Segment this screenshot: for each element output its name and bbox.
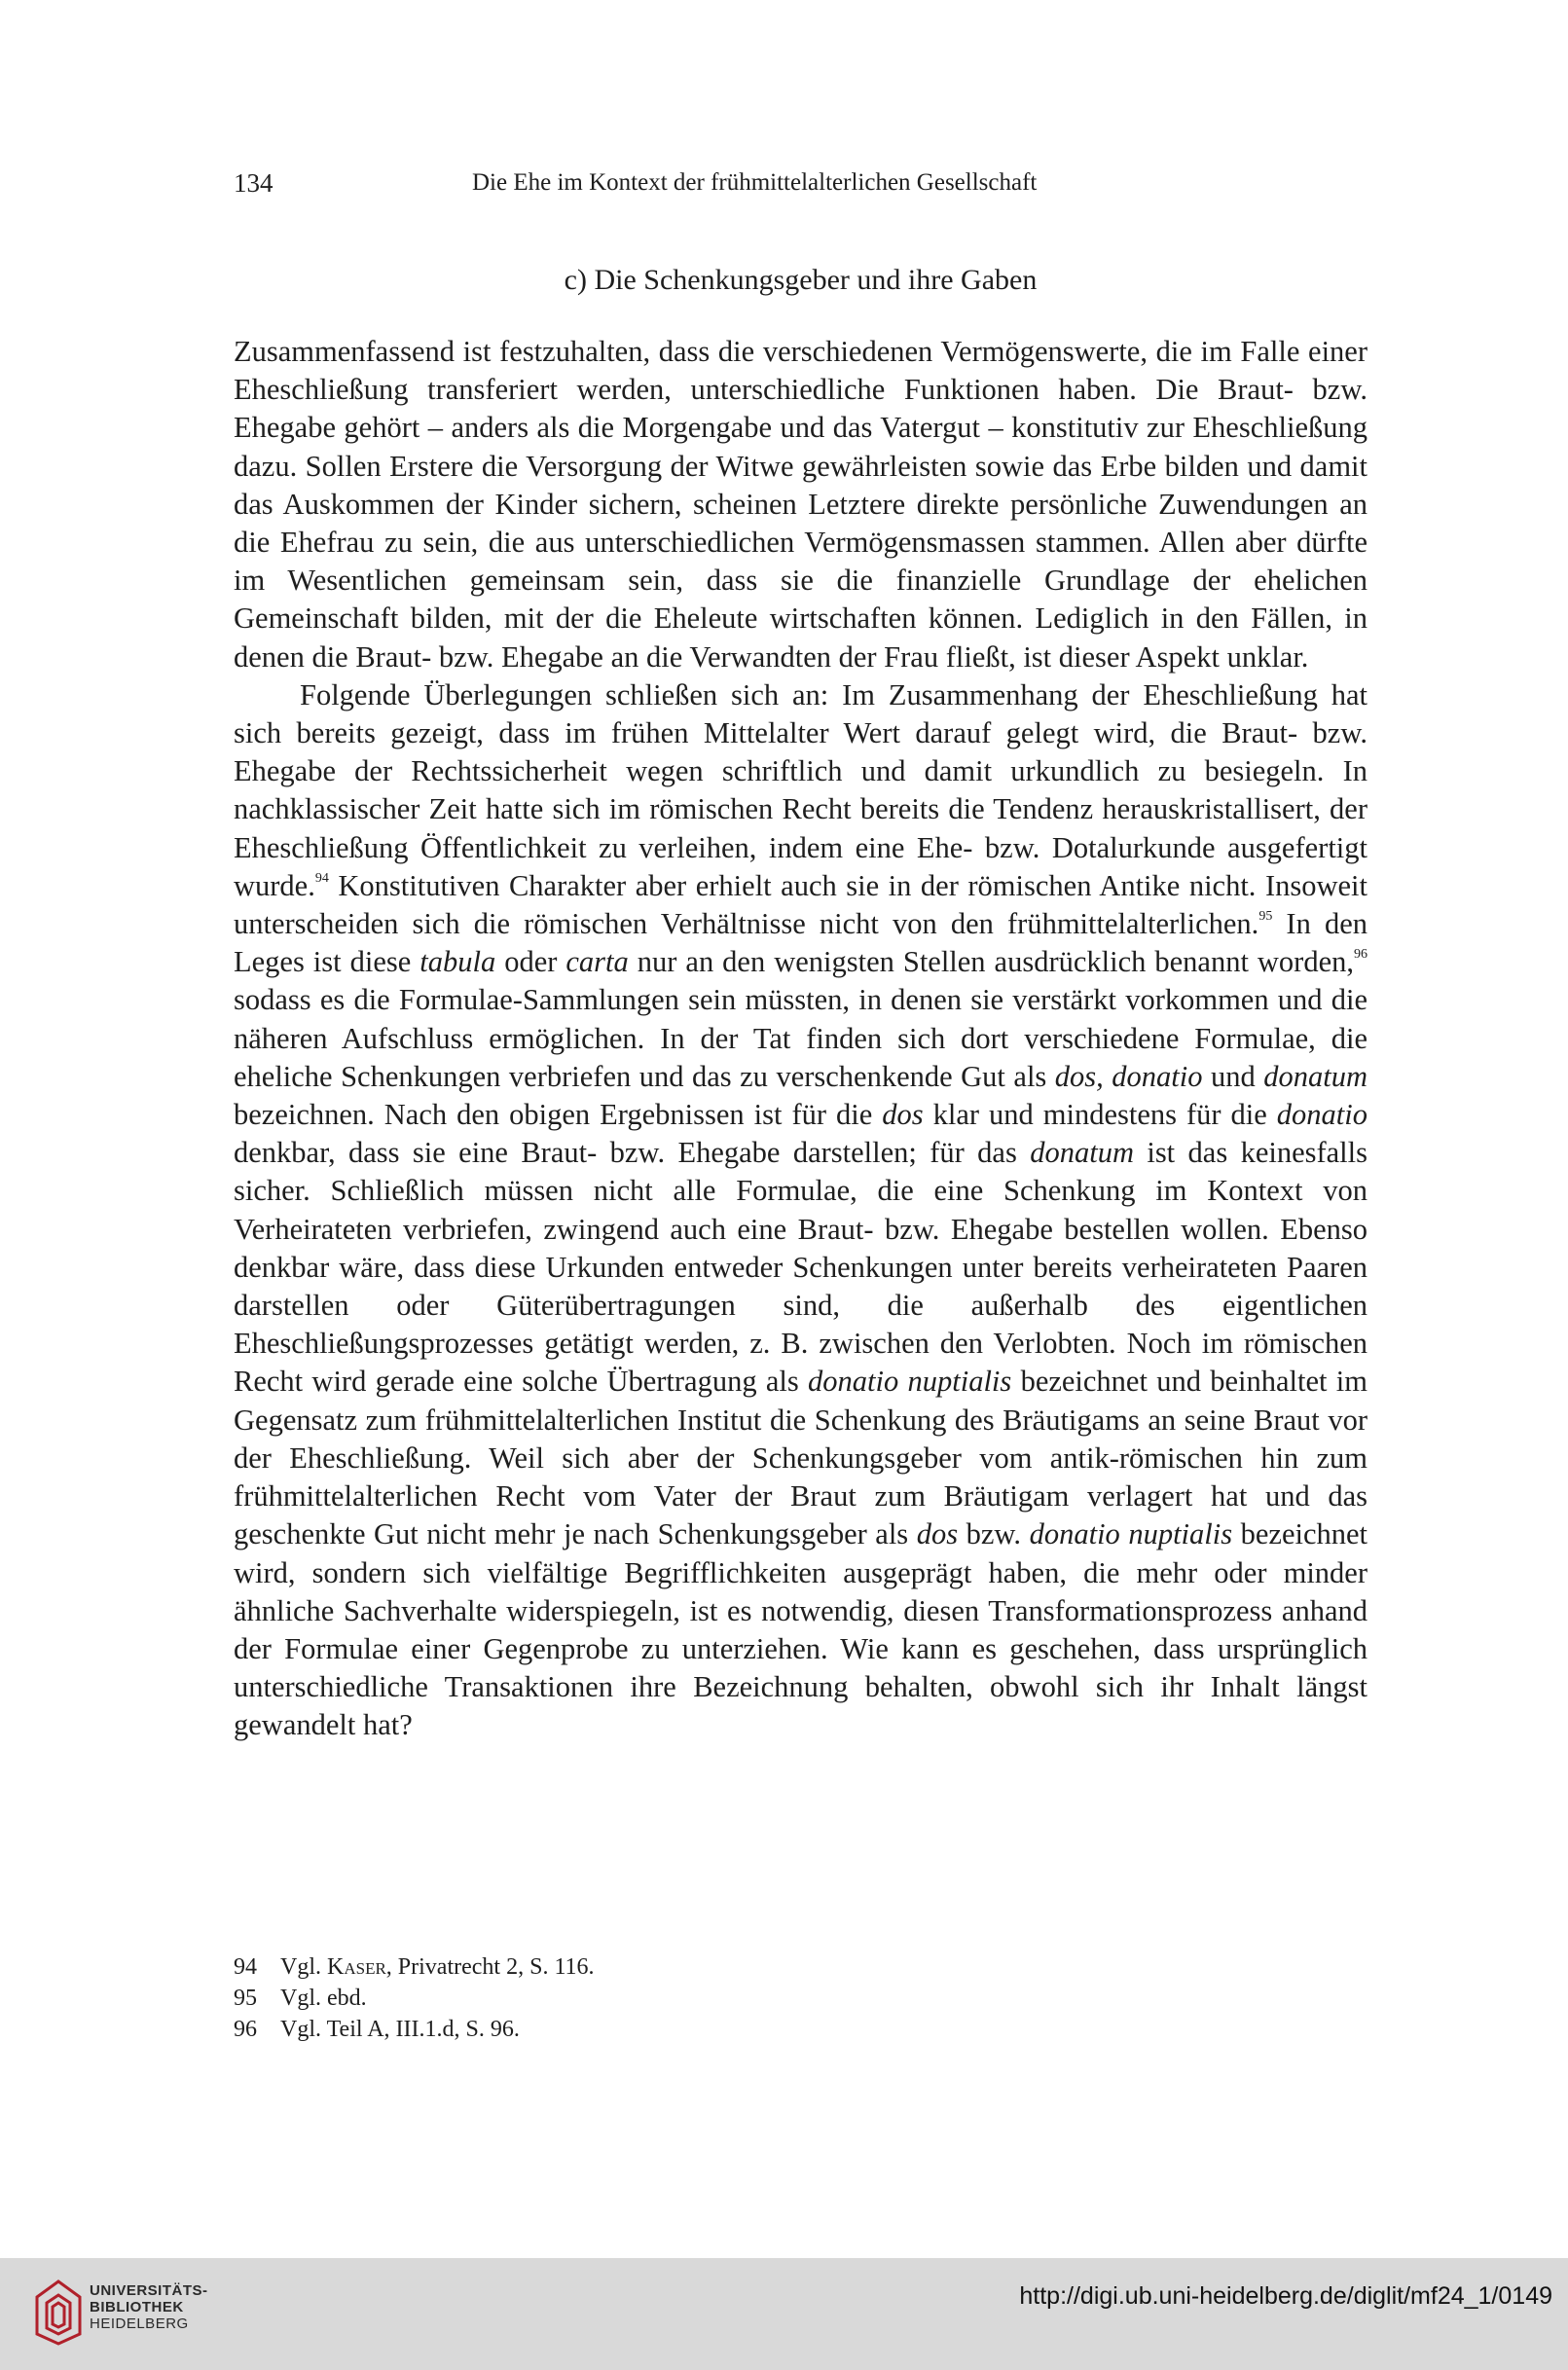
italic-term: dos	[916, 1517, 959, 1551]
running-head: Die Ehe im Kontext der frühmittelalterlichen Gesellschaft	[472, 169, 1038, 196]
footnote-marker[interactable]: 96	[1354, 947, 1367, 963]
footnote-94	[234, 1951, 1110, 1983]
running-header	[234, 165, 1134, 201]
italic-term: tabula	[419, 945, 496, 979]
section-heading: c) Die Schenkungsgeber und ihre Gaben	[564, 264, 1038, 296]
page-number: 134	[234, 168, 273, 198]
footnote-text	[280, 1951, 595, 1983]
footnote-marker[interactable]: 95	[1258, 909, 1273, 925]
footnote-text: Vgl. Teil A, III.1.d, S. 96.	[280, 2017, 520, 2042]
italic-term: dos	[882, 1098, 924, 1132]
italic-term: donatum	[1263, 1059, 1368, 1093]
body-text	[234, 333, 1367, 1745]
library-name-line: UNIVERSITÄTS-	[90, 2282, 208, 2299]
library-name	[90, 2282, 208, 2332]
footnotes	[234, 1951, 1110, 2045]
italic-term: donatio nuptialis	[1029, 1517, 1233, 1551]
footnote-number: 96	[234, 2017, 257, 2042]
footnote-96	[234, 2014, 1110, 2045]
source-url-link[interactable]: http://digi.ub.uni-heidelberg.de/diglit/mf24_1/0149	[1019, 2282, 1552, 2310]
library-name-line: BIBLIOTHEK	[90, 2299, 184, 2315]
footnote-number: 94	[234, 1954, 257, 1980]
footnote-prefix: Vgl.	[280, 1954, 327, 1980]
library-name-line: HEIDELBERG	[90, 2315, 189, 2332]
italic-term: carta	[565, 945, 629, 979]
paragraph-2: Folgende Überlegungen schließen sich an: Im Zusammenhang der Eheschließung hat sich bereits gezeigt, dass im frühen Mittelalter Wert darauf gelegt wird, die Braut- bzw. Ehegabe der Rechtssicherheit wegen schriftlich und damit urkundlich zu besiegeln. In nachklassischer Zeit hatte sich im römischen Recht bereits die Tendenz herauskristallisert, der Eheschließung Öffentlichkeit zu verleihen, indem eine Ehe- bzw. Dotalurkunde ausgefertigt wurde.$^{94}$ Konstitutiven Charakter aber erhielt auch sie in der römischen Antike nicht. Insoweit unterscheiden sich die römischen Verhältnisse nicht von den frühmittelalterlichen.$^{95}$ In den Leges ist diese tabula oder carta nur an den wenigsten Stellen ausdrücklich benannt worden,$^{96}$ sodass es die Formulae-Sammlungen sein müssten, in denen sie verstärkt vorkommen und die näheren Aufschluss ermöglichen. In der Tat finden sich dort verschiedene Formulae, die eheliche Schenkungen verbriefen und das zu verschenkende Gut als dos, donatio und donatum bezeichnen. Nach den obigen Ergebnissen ist für die dos klar und mindestens für die donatio denkbar, dass sie eine Braut- bzw. Ehegabe darstellen; für das donatum ist das keinesfalls sicher. Schließlich müssen nicht alle Formulae, die eine Schenkung im Kontext von Verheirateten verbriefen, zwingend auch eine Braut- bzw. Ehegabe bestellen wollen. Ebenso denkbar wäre, dass diese Urkunden entweder Schenkungen unter bereits verheirateten Paaren darstellen oder Güterübertragungen sind, die außerhalb des eigentlichen Eheschließungsprozesses getätigt werden, z. B. zwischen den Verlobten. Noch im römischen Recht wird gerade eine solche Übertragung als donatio nuptialis bezeichnet und beinhaltet im Gegensatz zum frühmittelalterlichen Institut die Schenkung des Bräutigams an seine Braut vor der Eheschließung. Weil sich aber der Schenkungsgeber vom antik-römischen hin zum frühmittelalterlichen Recht vom Vater der Braut zum Bräutigam verlagert hat und das geschenkte Gut nicht mehr je nach Schenkungsgeber als dos bzw. donatio nuptialis bezeichnet wird, sondern sich vielfältige Begrifflichkeiten ausgeprägt haben, die mehr oder minder ähnliche Sachverhalte widerspiegeln, ist es notwendig, diesen Transformationsprozess anhand der Formulae einer Gegenprobe zu unterziehen. Wie kann es geschehen, dass ursprünglich unterschiedliche Transaktionen ihre Bezeichnung behalten, obwohl sich ihr Inhalt längst gewandelt hat?	[234, 677, 1368, 1742]
footnote-suffix: , Privatrecht 2, S. 116.	[385, 1954, 595, 1980]
footnote-95	[234, 1983, 1110, 2014]
italic-term: donatum	[1030, 1136, 1134, 1170]
italic-term: donatio	[1276, 1098, 1367, 1132]
footer-band	[0, 2258, 1568, 2370]
library-logo-icon	[33, 2276, 84, 2348]
italic-term: dos, donatio	[1054, 1059, 1203, 1093]
paragraph-1: Zusammenfassend ist festzuhalten, dass die verschiedenen Vermögenswerte, die im Falle einer Eheschließung transferiert werden, unterschiedliche Funktionen haben. Die Braut- bzw. Ehegabe gehört – anders als die Morgengabe und das Vatergut – konstitutiv zur Eheschließung dazu. Sollen Erstere die Versorgung der Witwe gewährleisten sowie das Erbe bilden und damit das Auskommen der Kinder sichern, scheinen Letztere direkte persönliche Zuwendungen an die Ehefrau zu sein, die aus unterschiedlichen Vermögensmassen stammen. Allen aber dürfte im Wesentlichen gemeinsam sein, dass sie die finanzielle Grundlage der ehelichen Gemeinschaft bilden, mit der die Eheleute wirtschaften können. Lediglich in den Fällen, in denen die Braut- bzw. Ehegabe an die Verwandten der Frau fließt, ist dieser Aspekt unklar.	[234, 335, 1367, 674]
footnote-marker[interactable]: 94	[314, 870, 329, 886]
footnote-text: Vgl. ebd.	[280, 1986, 367, 2011]
footnote-number: 95	[234, 1986, 257, 2011]
italic-term: donatio nuptialis	[808, 1365, 1012, 1399]
footnote-author: Kaser	[327, 1954, 386, 1980]
